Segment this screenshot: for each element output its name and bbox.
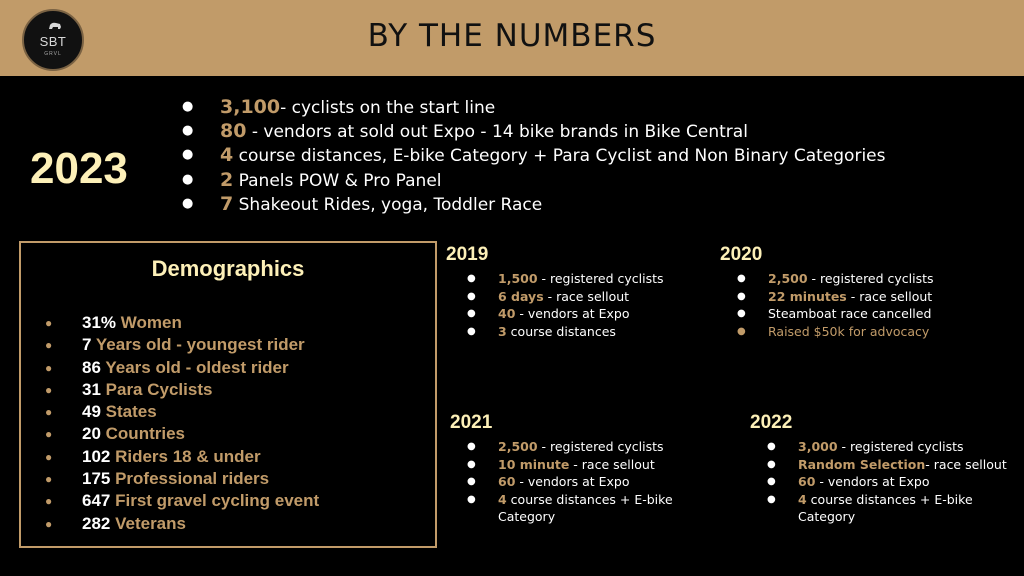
- stat-number: 80: [220, 120, 247, 143]
- year-2023-label: 2023: [30, 144, 128, 193]
- logo-subtext: GRVL: [44, 51, 62, 57]
- stat-text: - vendors at Expo: [515, 306, 630, 321]
- stat-text: course distances + E-bike Category: [798, 491, 973, 524]
- stat-text: - race sellout: [846, 288, 933, 304]
- list-item: [45, 513, 319, 535]
- stat-number: 7: [220, 192, 234, 215]
- demo-number: 31: [82, 379, 101, 399]
- list-item: [182, 143, 1002, 167]
- stat-text: - registered cyclists: [807, 271, 934, 286]
- stat-text: - race sellout: [543, 288, 630, 304]
- demo-label: Veterans: [110, 513, 186, 533]
- list-item: [45, 312, 319, 334]
- list-item: [182, 168, 1002, 192]
- list-item: [45, 379, 319, 401]
- demo-label: States: [100, 402, 157, 422]
- list-item: [45, 401, 319, 423]
- stat-number: 60: [798, 474, 816, 489]
- demo-label: Countries: [100, 424, 185, 444]
- stat-text: - race sellout: [925, 456, 1007, 472]
- list-item: [45, 334, 319, 356]
- list-item: [764, 491, 1014, 526]
- stat-text: - registered cyclists: [537, 271, 664, 286]
- demo-number: 282: [82, 513, 111, 533]
- stat-text: - vendors at sold out Expo - 14 bike brands in Bike Central: [246, 122, 748, 143]
- stat-number: Random Selection: [798, 456, 926, 472]
- list-item: [734, 288, 1004, 306]
- list-item: [182, 119, 1002, 143]
- year-2020-heading: 2020: [720, 244, 763, 265]
- stat-number: 6 days: [498, 288, 544, 304]
- list-item: [464, 438, 694, 456]
- stat-text: course distances: [506, 323, 616, 339]
- stats-2023-list: [182, 95, 1002, 216]
- year-2022-list: [764, 438, 1014, 526]
- demographics-list: [45, 312, 319, 535]
- stat-number: 2,500: [768, 271, 808, 286]
- stat-text: - race sellout: [569, 456, 655, 472]
- demo-label: First gravel cycling event: [110, 491, 320, 511]
- demo-number: 31%: [82, 313, 117, 332]
- list-item: [464, 323, 694, 341]
- year-2022-heading: 2022: [750, 412, 793, 433]
- demo-label: Years old - youngest rider: [91, 335, 305, 355]
- list-item: [464, 456, 694, 474]
- stat-text: - vendors at Expo: [815, 474, 930, 489]
- stat-number: 4: [498, 491, 507, 507]
- list-item: [764, 456, 1014, 474]
- demo-number: 102: [82, 446, 111, 466]
- demo-label: Riders 18 & under: [110, 446, 261, 466]
- demo-number: 175: [82, 469, 111, 489]
- stat-text: Shakeout Rides, yoga, Toddler Race: [233, 194, 543, 215]
- stat-text: Steamboat race cancelled: [768, 306, 932, 321]
- stat-number: 4: [798, 491, 807, 507]
- stat-text: course distances, E-bike Category + Para Cyclist and Non Binary Categories: [233, 146, 886, 167]
- list-item: [734, 270, 1004, 288]
- year-2021-list: [464, 438, 694, 526]
- stat-number: 3: [498, 323, 507, 339]
- list-item: [734, 323, 1004, 341]
- demo-label: Women: [116, 313, 182, 332]
- list-item: [464, 270, 694, 288]
- stat-number: 40: [498, 306, 516, 321]
- stat-text: - cyclists on the start line: [280, 98, 496, 118]
- stat-text: course distances + E-bike Category: [498, 491, 673, 524]
- demographics-panel: [19, 241, 437, 548]
- list-item: [764, 438, 1014, 456]
- demo-number: 647: [82, 491, 111, 511]
- stat-number: 22 minutes: [768, 288, 847, 304]
- stat-number: 1,500: [498, 271, 538, 286]
- year-2019-heading: 2019: [446, 244, 489, 265]
- list-item: [764, 473, 1014, 491]
- year-2019-list: [464, 270, 694, 340]
- demographics-title: Demographics: [151, 256, 305, 281]
- stat-number: 3,100: [220, 96, 281, 118]
- list-item: [45, 468, 319, 490]
- stat-text: Panels POW & Pro Panel: [233, 170, 442, 191]
- list-item: [464, 473, 694, 491]
- demo-number: 7: [82, 335, 92, 355]
- stat-number: 4: [220, 144, 234, 167]
- stat-highlight: Raised $50k for advocacy: [768, 323, 930, 339]
- demo-number: 49: [82, 402, 101, 422]
- year-2020-list: [734, 270, 1004, 340]
- page-title: BY THE NUMBERS: [367, 18, 657, 54]
- demo-label: Years old - oldest rider: [100, 357, 289, 377]
- stat-number: 2: [220, 168, 234, 191]
- logo-text: SBT: [39, 34, 67, 49]
- stat-number: 2,500: [498, 439, 538, 454]
- list-item: [45, 357, 319, 379]
- year-2021-heading: 2021: [450, 412, 493, 433]
- list-item: [45, 423, 319, 445]
- stat-number: 3,000: [798, 439, 838, 454]
- stat-number: 60: [498, 474, 516, 489]
- stat-number: 10 minute: [498, 456, 570, 472]
- list-item: [45, 446, 319, 468]
- demo-number: 20: [82, 424, 101, 444]
- demo-label: Para Cyclists: [100, 379, 213, 399]
- demo-label: Professional riders: [110, 469, 270, 489]
- stat-text: - registered cyclists: [837, 439, 964, 454]
- stat-text: - vendors at Expo: [515, 474, 630, 489]
- list-item: [45, 490, 319, 512]
- list-item: [182, 192, 1002, 216]
- list-item: [464, 288, 694, 306]
- demo-number: 86: [82, 357, 101, 377]
- list-item: [182, 95, 1002, 119]
- list-item: [734, 305, 1004, 323]
- list-item: [464, 305, 694, 323]
- stat-text: - registered cyclists: [537, 439, 664, 454]
- title-bar: [0, 0, 1024, 76]
- list-item: [464, 491, 694, 526]
